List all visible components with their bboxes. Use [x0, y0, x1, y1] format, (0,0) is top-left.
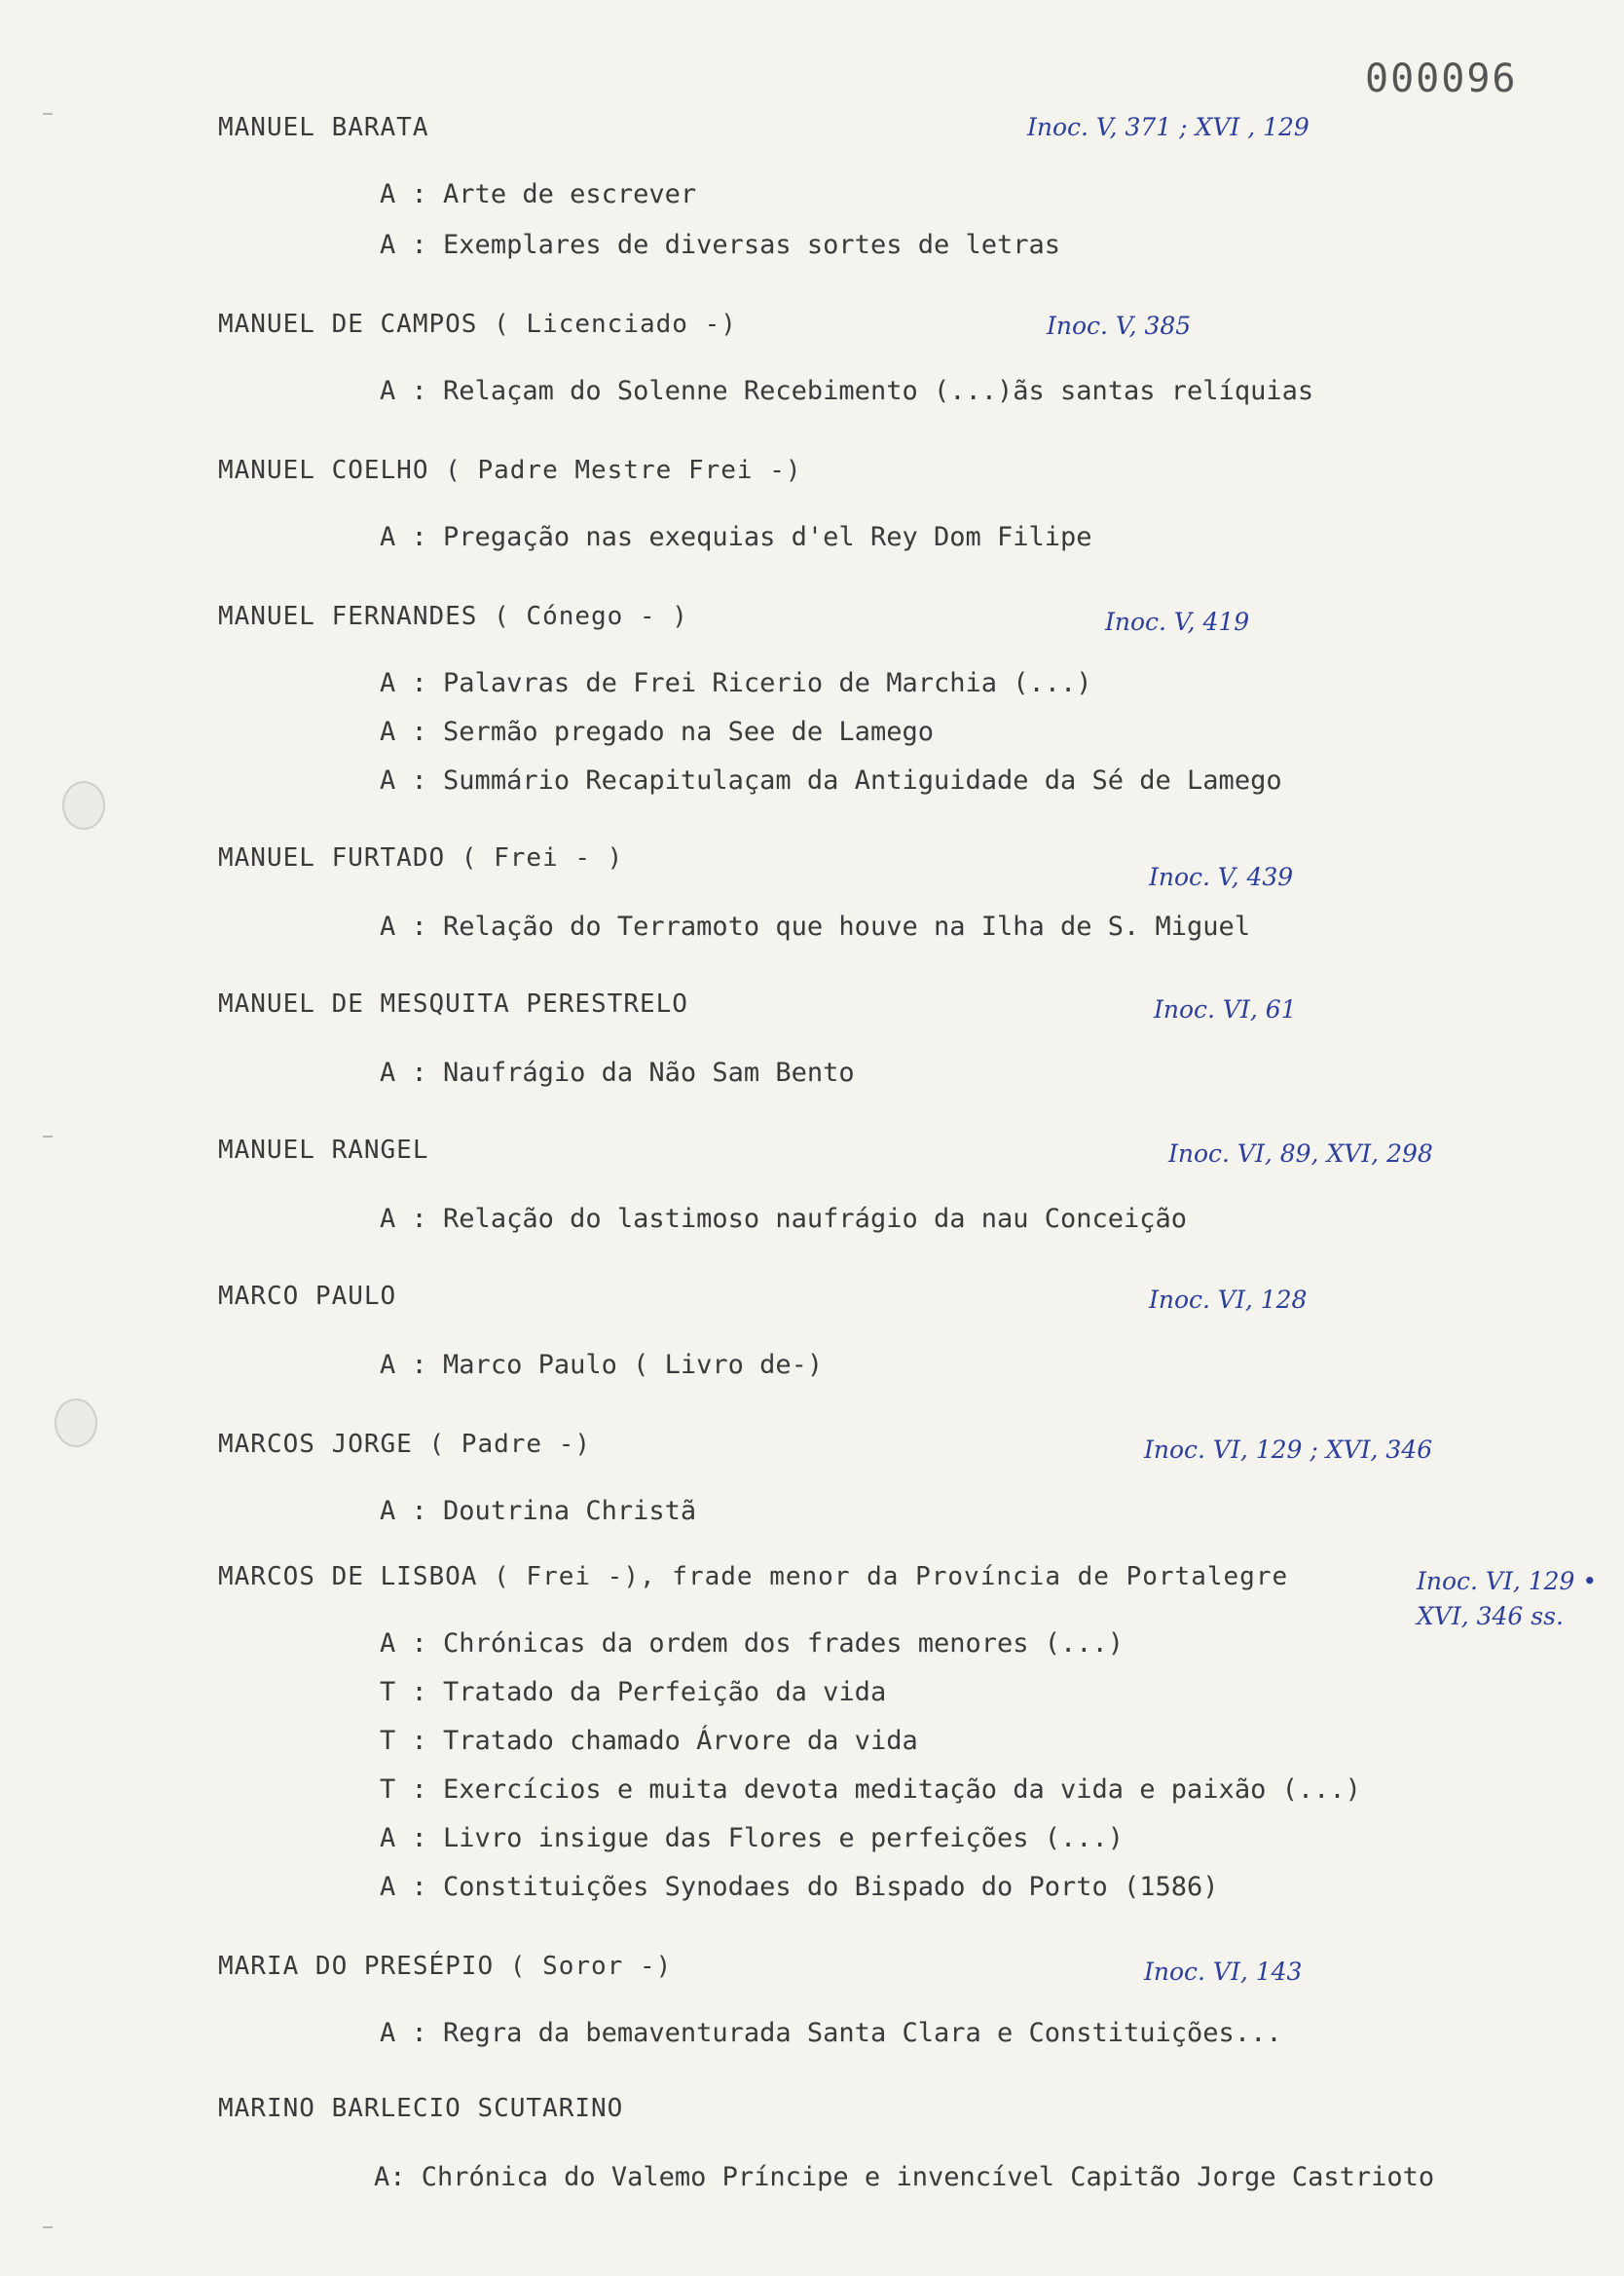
work-entry: A : Sermão pregado na See de Lamego [380, 717, 934, 747]
author-name: MARINO BARLECIO SCUTARINO [218, 2094, 624, 2123]
work-title: Tratado chamado Árvore da vida [443, 1726, 918, 1756]
handwritten-note: Inoc. VI, 128 [1149, 1286, 1308, 1314]
author-name: MANUEL BARATA [218, 113, 429, 142]
work-entry: A : Palavras de Frei Ricerio de Marchia (...) [380, 668, 1092, 698]
author-name: MARIA DO PRESÉPIO ( Soror -) [218, 1952, 673, 1981]
work-type: A [380, 1628, 396, 1659]
handwritten-note: Inoc. V, 439 [1149, 863, 1294, 891]
work-entry: T : Tratado chamado Árvore da vida [380, 1726, 918, 1756]
work-title: Relaçam do Solenne Recebimento (...)ãs santas relíquias [443, 376, 1314, 406]
work-title: Constituições Synodaes do Bispado do Porto (1586) [443, 1872, 1219, 1902]
work-type: A [380, 522, 396, 552]
work-title: Pregação nas exequias d'el Rey Dom Filipe [443, 522, 1092, 552]
work-title: Marco Paulo ( Livro de-) [443, 1350, 824, 1380]
work-type: A [380, 179, 396, 209]
punch-hole [55, 1399, 97, 1447]
author-name: MARCOS JORGE ( Padre -) [218, 1430, 592, 1459]
work-entry: A : Naufrágio da Não Sam Bento [380, 1058, 855, 1088]
work-title: Tratado da Perfeição da vida [443, 1677, 887, 1707]
author-name: MANUEL FURTADO ( Frei - ) [218, 843, 624, 873]
work-title: Exemplares de diversas sortes de letras [443, 230, 1061, 260]
margin-mark [43, 2226, 53, 2228]
handwritten-note: Inoc. V, 385 [1047, 312, 1192, 340]
work-type: T [380, 1774, 396, 1805]
work-entry: A : Livro insigue das Flores e perfeições (...) [380, 1823, 1125, 1853]
work-entry: A : Relaçam do Solenne Recebimento (...)ãs santas relíquias [380, 376, 1314, 406]
author-name: MANUEL DE CAMPOS ( Licenciado -) [218, 310, 737, 339]
work-entry: A : Exemplares de diversas sortes de letras [380, 230, 1061, 260]
work-title: Palavras de Frei Ricerio de Marchia (...) [443, 668, 1092, 698]
work-entry: A: Chrónica do Valemo Príncipe e invencível Capitão Jorge Castrioto [374, 2162, 1435, 2192]
author-name: MANUEL FERNANDES ( Cónego - ) [218, 602, 688, 631]
work-title: Chrónica do Valemo Príncipe e invencível Capitão Jorge Castrioto [421, 2162, 1435, 2192]
work-entry: A : Doutrina Christã [380, 1496, 697, 1526]
handwritten-note: Inoc. VI, 61 [1154, 995, 1297, 1024]
work-title: Chrónicas da ordem dos frades menores (...) [443, 1628, 1125, 1659]
work-type: A [380, 376, 396, 406]
handwritten-note: Inoc. V, 419 [1105, 608, 1250, 636]
work-title: Arte de escrever [443, 179, 697, 209]
work-type: A [380, 1204, 396, 1234]
work-type: T [380, 1677, 396, 1707]
work-type: T [380, 1726, 396, 1756]
punch-hole [62, 781, 105, 830]
work-entry: A : Regra da bemaventurada Santa Clara e Constituições... [380, 2018, 1282, 2048]
handwritten-note: Inoc. VI, 129 • XVI, 346 ss. [1417, 1567, 1598, 1630]
work-title: Summário Recapitulaçam da Antiguidade da Sé de Lamego [443, 765, 1282, 796]
work-type: A [380, 1496, 396, 1526]
document-number: 000096 [1365, 56, 1518, 101]
margin-mark [43, 113, 53, 115]
work-entry: T : Tratado da Perfeição da vida [380, 1677, 887, 1707]
work-title: Exercícios e muita devota meditação da vida e paixão (...) [443, 1774, 1361, 1805]
work-title: Livro insigue das Flores e perfeições (...) [443, 1823, 1125, 1853]
margin-mark [43, 1136, 53, 1138]
handwritten-note: Inoc. VI, 129 ; XVI, 346 [1144, 1436, 1433, 1464]
handwritten-note: Inoc. VI, 89, XVI, 298 [1168, 1139, 1433, 1168]
work-title: Relação do Terramoto que houve na Ilha de S. Miguel [443, 912, 1251, 942]
work-title: Sermão pregado na See de Lamego [443, 717, 934, 747]
handwritten-note: Inoc. VI, 143 [1144, 1958, 1303, 1986]
author-name: MANUEL RANGEL [218, 1136, 429, 1165]
author-name: MARCO PAULO [218, 1282, 397, 1311]
work-entry: A : Relação do lastimoso naufrágio da nau Conceição [380, 1204, 1188, 1234]
author-name: MANUEL DE MESQUITA PERESTRELO [218, 989, 688, 1019]
author-name: MARCOS DE LISBOA ( Frei -), frade menor da Província de Portalegre [218, 1562, 1289, 1591]
handwritten-note: Inoc. V, 371 ; XVI , 129 [1027, 113, 1310, 141]
work-entry: A : Relação do Terramoto que houve na Ilha de S. Miguel [380, 912, 1251, 942]
work-title: Relação do lastimoso naufrágio da nau Conceição [443, 1204, 1188, 1234]
work-type: A [380, 717, 396, 747]
work-type: A [380, 1350, 396, 1380]
work-entry: A : Summário Recapitulaçam da Antiguidade da Sé de Lamego [380, 765, 1282, 796]
work-type: A [380, 1872, 396, 1902]
work-title: Regra da bemaventurada Santa Clara e Constituições... [443, 2018, 1282, 2048]
work-entry: A : Constituições Synodaes do Bispado do Porto (1586) [380, 1872, 1219, 1902]
work-entry: A : Arte de escrever [380, 179, 697, 209]
work-type: A [380, 2018, 396, 2048]
work-type: A [380, 765, 396, 796]
work-type: A [380, 230, 396, 260]
work-type: A [380, 912, 396, 942]
work-entry: T : Exercícios e muita devota meditação da vida e paixão (...) [380, 1774, 1361, 1805]
work-entry: A : Pregação nas exequias d'el Rey Dom Filipe [380, 522, 1092, 552]
work-type: A [380, 1058, 396, 1088]
work-type: A [380, 668, 396, 698]
author-name: MANUEL COELHO ( Padre Mestre Frei -) [218, 456, 802, 485]
work-title: Naufrágio da Não Sam Bento [443, 1058, 855, 1088]
work-entry: A : Chrónicas da ordem dos frades menores (...) [380, 1628, 1125, 1659]
work-title: Doutrina Christã [443, 1496, 697, 1526]
work-entry: A : Marco Paulo ( Livro de-) [380, 1350, 824, 1380]
work-type: A [380, 1823, 396, 1853]
work-type: A [374, 2162, 390, 2192]
